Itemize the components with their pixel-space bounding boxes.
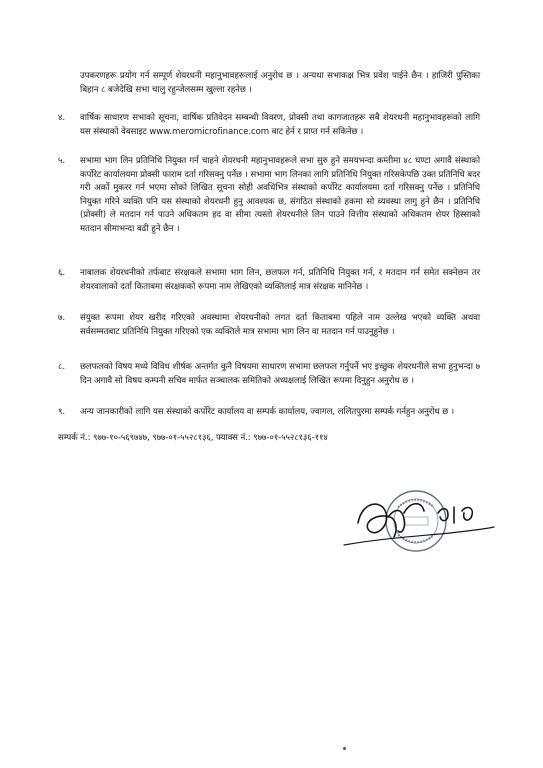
notice-item-9 — [58, 406, 480, 420]
item-text: छलफलको विषय मध्ये विविध शीर्षक अन्तर्गत कुनै विषयमा साधारण सभामा छलफल गर्नुपर्ने भए इच्छुक शेयरधनीले सभा हुनुभन्दा ७ दिन अगावै सो विषय कम्पनी सचिव मार्फत सञ्चालक समितिको अध्यक्षलाई लिखित रूपमा दिनुहुन अनुरोध छ । — [80, 362, 480, 386]
continuation-paragraph: उपकरणहरू प्रयोग गर्न सम्पूर्ण शेयरधनी महानुभावहरूलाई अनुरोध छ । अन्यथा सभाकक्ष भित्र प्रवेश पाईने छैन । हाजिरी पुस्तिका बिहान ८ बजेदेखि सभा चालु रहुन्जेलसम्म खुल्ला रहनेछ । — [80, 71, 480, 95]
item-text: संयुक्त रूपमा शेयर खरीद गरिएको अवस्थामा शेयरधनीको लगत दर्ता किताबमा पहिले नाम उल्लेख भएको व्यक्ति अथवा सर्वसम्मतबाट प्रतिनिधि नियुक्त गरिएको एक व्यक्तिले मात्र सभामा भाग लिन वा मतदान गर्न पाउनुहुनेछ । — [80, 313, 480, 337]
notice-item-4 — [58, 112, 480, 139]
item-text: नाबालक शेयरधनीको तर्फबाट संरक्षकले सभामा भाग लिन, छलफल गर्न, प्रतिनिधि नियुक्त गर्न, र मतदान गर्न समेत सक्नेछन तर शेयरवालाको दर्ता किताबमा संरक्षकको रूपमा नाम लेखिएको व्यक्तिलाई मात्र संरक्षक मानिनेछ । — [80, 268, 480, 292]
item-number: ९. — [58, 407, 66, 417]
item-number: ८. — [58, 362, 66, 372]
signature-stamp — [338, 483, 498, 568]
item-number: ७. — [58, 313, 66, 323]
notice-item-5 — [58, 155, 480, 237]
item-number: ४. — [58, 113, 66, 123]
item-text: वार्षिक साधारण सभाको सूचना, वार्षिक प्रतिवेदन सम्बन्धी विवरण, प्रोक्सी तथा कागजातहरू सबै शेयरधनी महानुभावहरूको लागि यस संस्थाको वेबसाइट www.meromicrofinance.com बाट हेर्न र प्राप्त गर्न सकिनेछ । — [80, 113, 480, 137]
item-number: ५. — [58, 156, 66, 166]
item-number: ६. — [58, 268, 66, 278]
page-mark — [343, 747, 346, 750]
notice-item-6 — [58, 267, 480, 294]
notice-item-7 — [58, 312, 480, 339]
handwritten-signature-icon — [344, 504, 494, 545]
notice-item-8 — [58, 361, 480, 388]
contact-line: सम्पर्क नं.: ९७७-१०-५६९७४७, ९७७-०१-५५२८१३६, फ्याक्स नं.: ९७७-०१-५५२८१३६-११४ — [58, 433, 328, 443]
item-text: सभामा भाग लिन प्रतिनिधि नियुक्त गर्न चाहने शेयरधनी महानुभावहरूले सभा सुरु हुने समयभन्दा कम्तीमा ४८ घण्टा अगावै संस्थाको कर्पोरेट कार्यालयमा प्रोक्सी फाराम दर्ता गरिसक्नु पर्नेछ । सभामा भाग लिनका लागि प्रतिनिधि नियुक्त गरिसकेपछि उक्त प्रतिनिधि बदर गरी अर्को मुकरर गर्न भएमा सोको लिखित सूचना सोही अवधिभित्र संस्थाको कर्पोरेट कार्यालयमा दर्ता गरिसक्नु पर्नेछ । प्रतिनिधि नियुक्त गरिने व्यक्ति पनि यस संस्थाको शेयरधनी हुनु आवश्यक छ, संगठित संस्थाको हकमा सो व्यवस्था लागु हुने छैन । प्रतिनिधि (प्रोक्सी) ले मतदान गर्न पाउने अधिकतम हद वा सीमा त्यस्तो शेयरधनीले लिन पाउने वित्तीय संस्थाको अधिकतम शेयर हिस्साको मतदान सीमाभन्दा बढी हुने छैन । — [80, 156, 480, 234]
item-text: अन्य जानकारीको लागि यस संस्थाको कर्पोरेट कार्यालय वा सम्पर्क कार्यालय, ज्वागल, ललितपुरमा सम्पर्क गर्नहुन अनुरोध छ । — [80, 407, 454, 417]
